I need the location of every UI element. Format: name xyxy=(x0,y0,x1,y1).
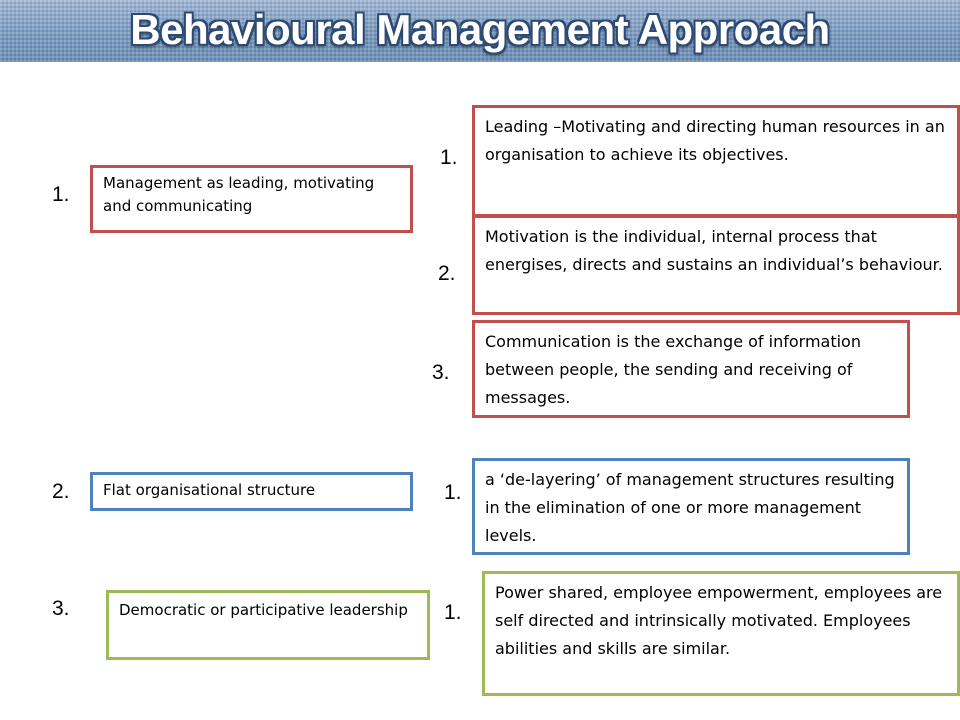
definition-number: 3. xyxy=(432,361,450,384)
definition-delayering: a ‘de-layering’ of management structures resulting in the elimination of one or more management levels. xyxy=(472,458,910,555)
definition-leading: Leading –Motivating and directing human resources in an organisation to achieve its objectives. xyxy=(472,105,960,217)
definition-number: 1. xyxy=(444,481,462,504)
page-title: Behavioural Management Approach xyxy=(130,6,830,53)
definition-number: 2. xyxy=(438,262,456,285)
definition-number: 1. xyxy=(440,146,458,169)
definition-power-shared: Power shared, employee empowerment, employees are self directed and intrinsically motivated. Employees abilities and skills are similar. xyxy=(482,571,960,696)
definition-motivation: Motivation is the individual, internal process that energises, directs and sustains an individual’s behaviour. xyxy=(472,215,960,315)
section-label-management: Management as leading, motivating and communicating xyxy=(90,165,413,233)
section-label-flat-structure: Flat organisational structure xyxy=(90,472,413,511)
definition-number: 1. xyxy=(444,601,462,624)
section-number: 1. xyxy=(52,183,70,206)
section-label-democratic: Democratic or participative leadership xyxy=(106,590,430,660)
section-number: 3. xyxy=(52,597,70,620)
section-number: 2. xyxy=(52,480,70,503)
definition-communication: Communication is the exchange of information between people, the sending and receiving of messages. xyxy=(472,320,910,418)
